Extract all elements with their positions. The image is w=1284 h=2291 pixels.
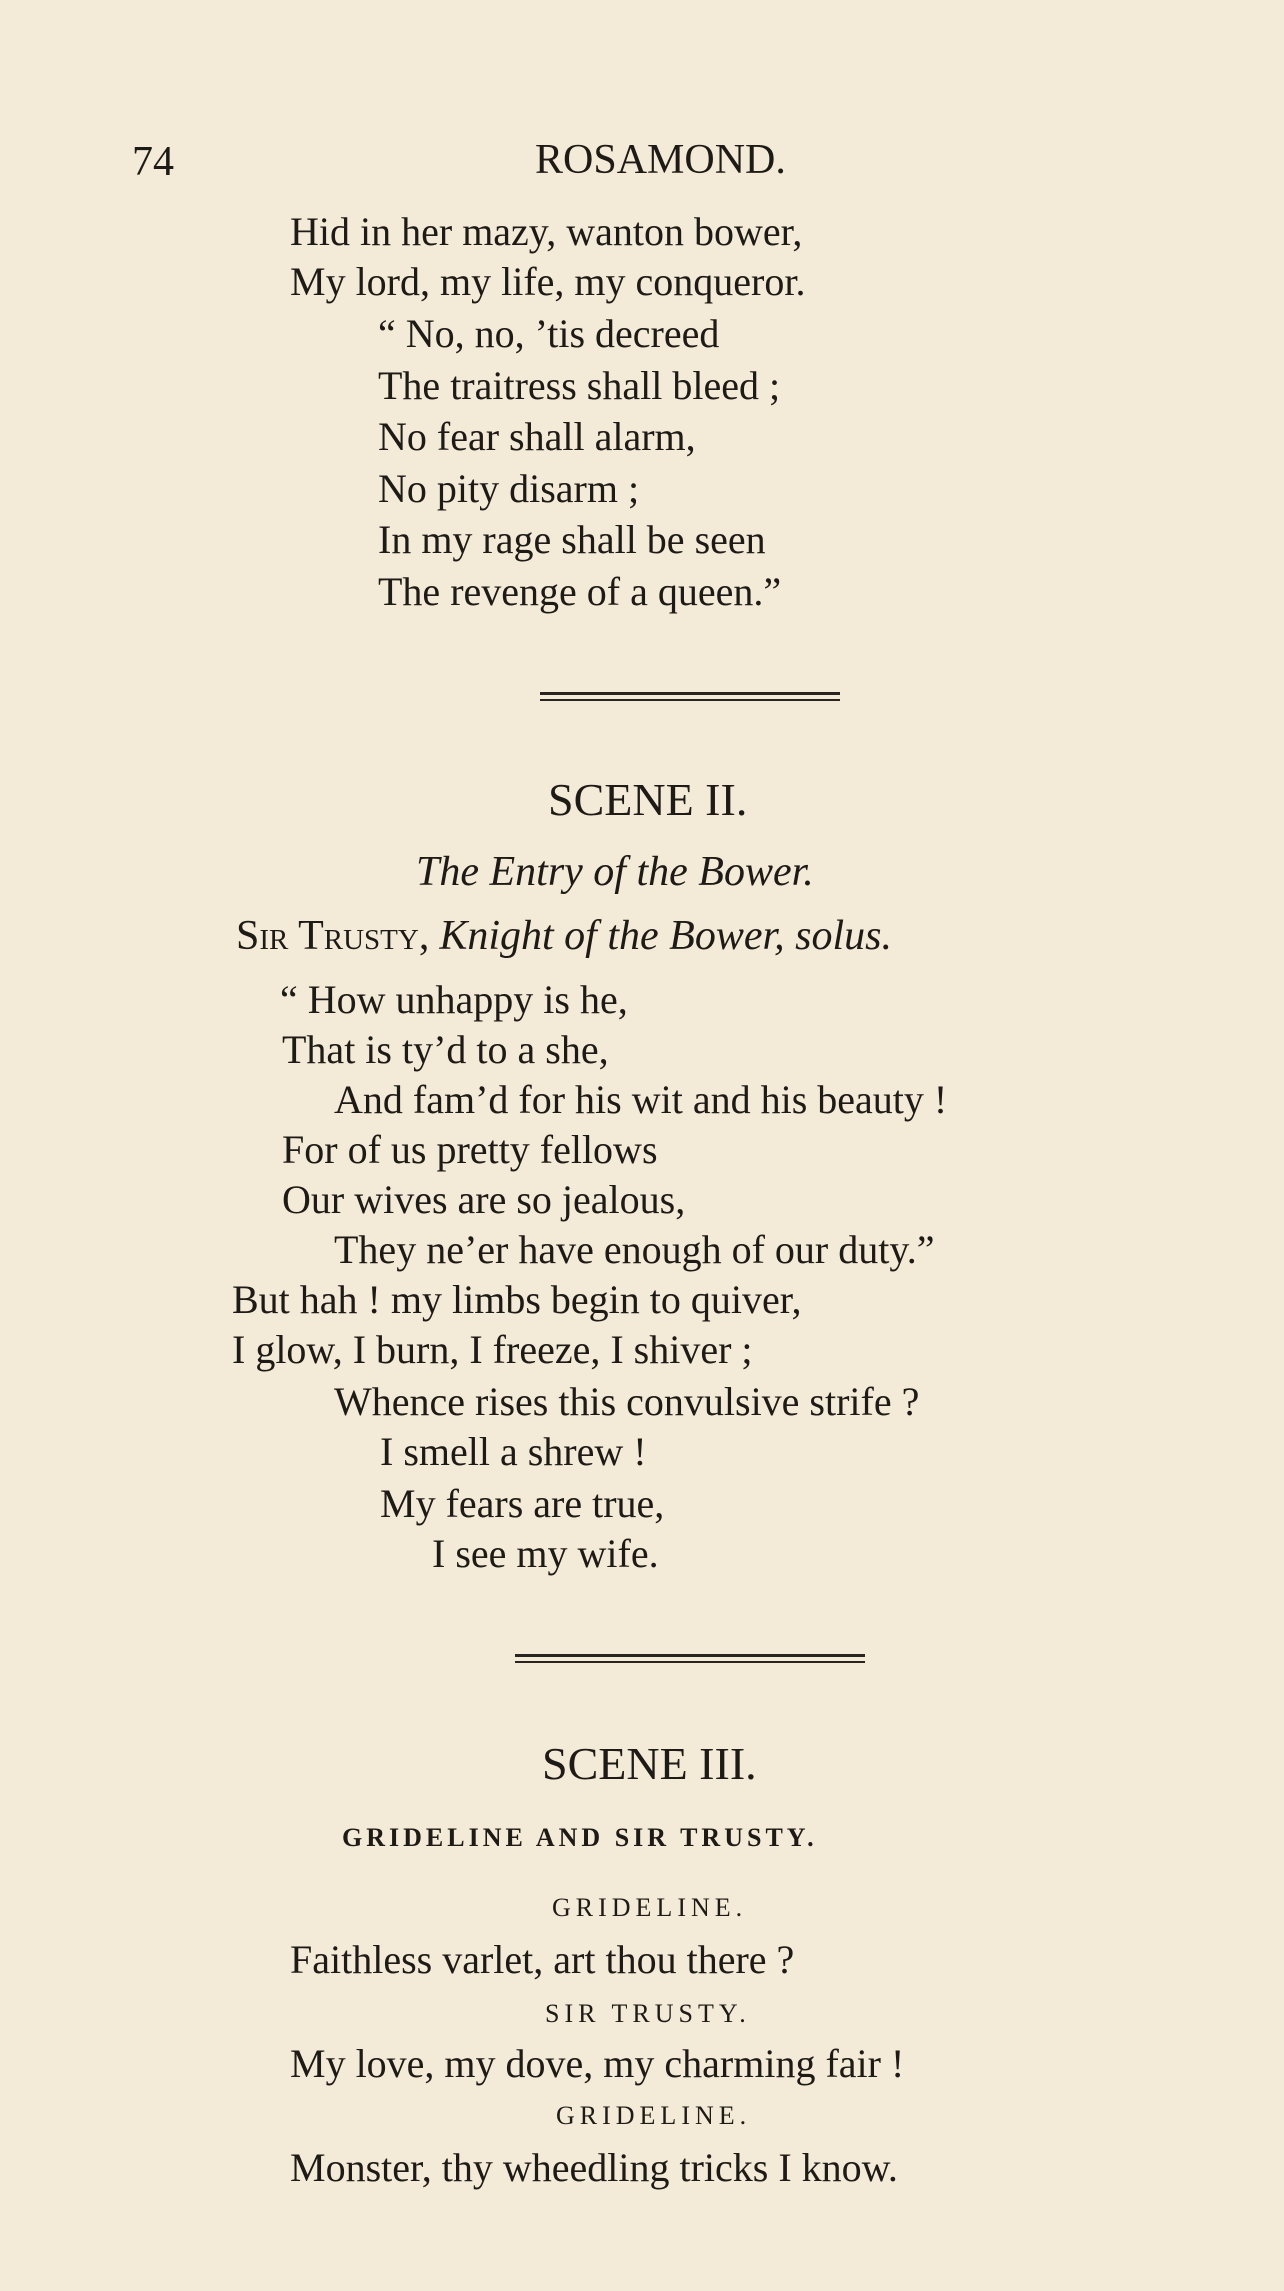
verse-line: But hah ! my limbs begin to quiver, — [232, 1277, 802, 1322]
speaker-label: GRIDELINE. — [556, 2101, 752, 2130]
verse-line: “ No, no, ’tis decreed — [378, 311, 720, 356]
scene-2-setting: The Entry of the Bower. — [416, 849, 814, 895]
running-title: ROSAMOND. — [535, 137, 786, 183]
verse-line: I smell a shrew ! — [380, 1429, 647, 1474]
verse-line: My fears are true, — [380, 1481, 665, 1526]
scene-3-title: SCENE III. — [542, 1738, 757, 1789]
dialogue-line: Faithless varlet, art thou there ? — [290, 1937, 795, 1982]
verse-line: Hid in her mazy, wanton bower, — [290, 209, 803, 254]
speaker-name: Sir Trusty, — [236, 913, 430, 959]
verse-line: For of us pretty fellows — [282, 1127, 658, 1172]
verse-line: Our wives are so jealous, — [282, 1177, 686, 1222]
verse-line: Whence rises this convulsive strife ? — [334, 1379, 920, 1424]
section-divider — [540, 692, 840, 701]
verse-line: “ How unhappy is he, — [280, 977, 628, 1022]
verse-line: The traitress shall bleed ; — [378, 363, 781, 408]
scene-3-cast: GRIDELINE AND SIR TRUSTY. — [342, 1823, 818, 1852]
speaker-description: Knight of the Bower, solus. — [439, 913, 893, 959]
section-divider — [515, 1654, 865, 1663]
verse-line: No pity disarm ; — [378, 466, 640, 511]
dialogue-line: Monster, thy wheedling tricks I know. — [290, 2145, 898, 2190]
verse-line: They ne’er have enough of our duty.” — [334, 1227, 935, 1272]
verse-line: I see my wife. — [432, 1531, 659, 1576]
verse-line: The revenge of a queen.” — [378, 569, 782, 614]
speaker-label: GRIDELINE. — [552, 1893, 748, 1922]
verse-line: I glow, I burn, I freeze, I shiver ; — [232, 1327, 753, 1372]
scene-2-title: SCENE II. — [548, 774, 748, 825]
page-number: 74 — [132, 139, 174, 185]
dialogue-line: My love, my dove, my charming fair ! — [290, 2041, 905, 2086]
verse-line: That is ty’d to a she, — [282, 1027, 609, 1072]
verse-line: No fear shall alarm, — [378, 414, 696, 459]
scene-2-speaker — [236, 912, 892, 960]
verse-line: In my rage shall be seen — [378, 517, 766, 562]
verse-line: And fam’d for his wit and his beauty ! — [334, 1077, 948, 1122]
verse-line: My lord, my life, my conqueror. — [290, 259, 806, 304]
speaker-label: SIR TRUSTY. — [545, 1999, 751, 2028]
